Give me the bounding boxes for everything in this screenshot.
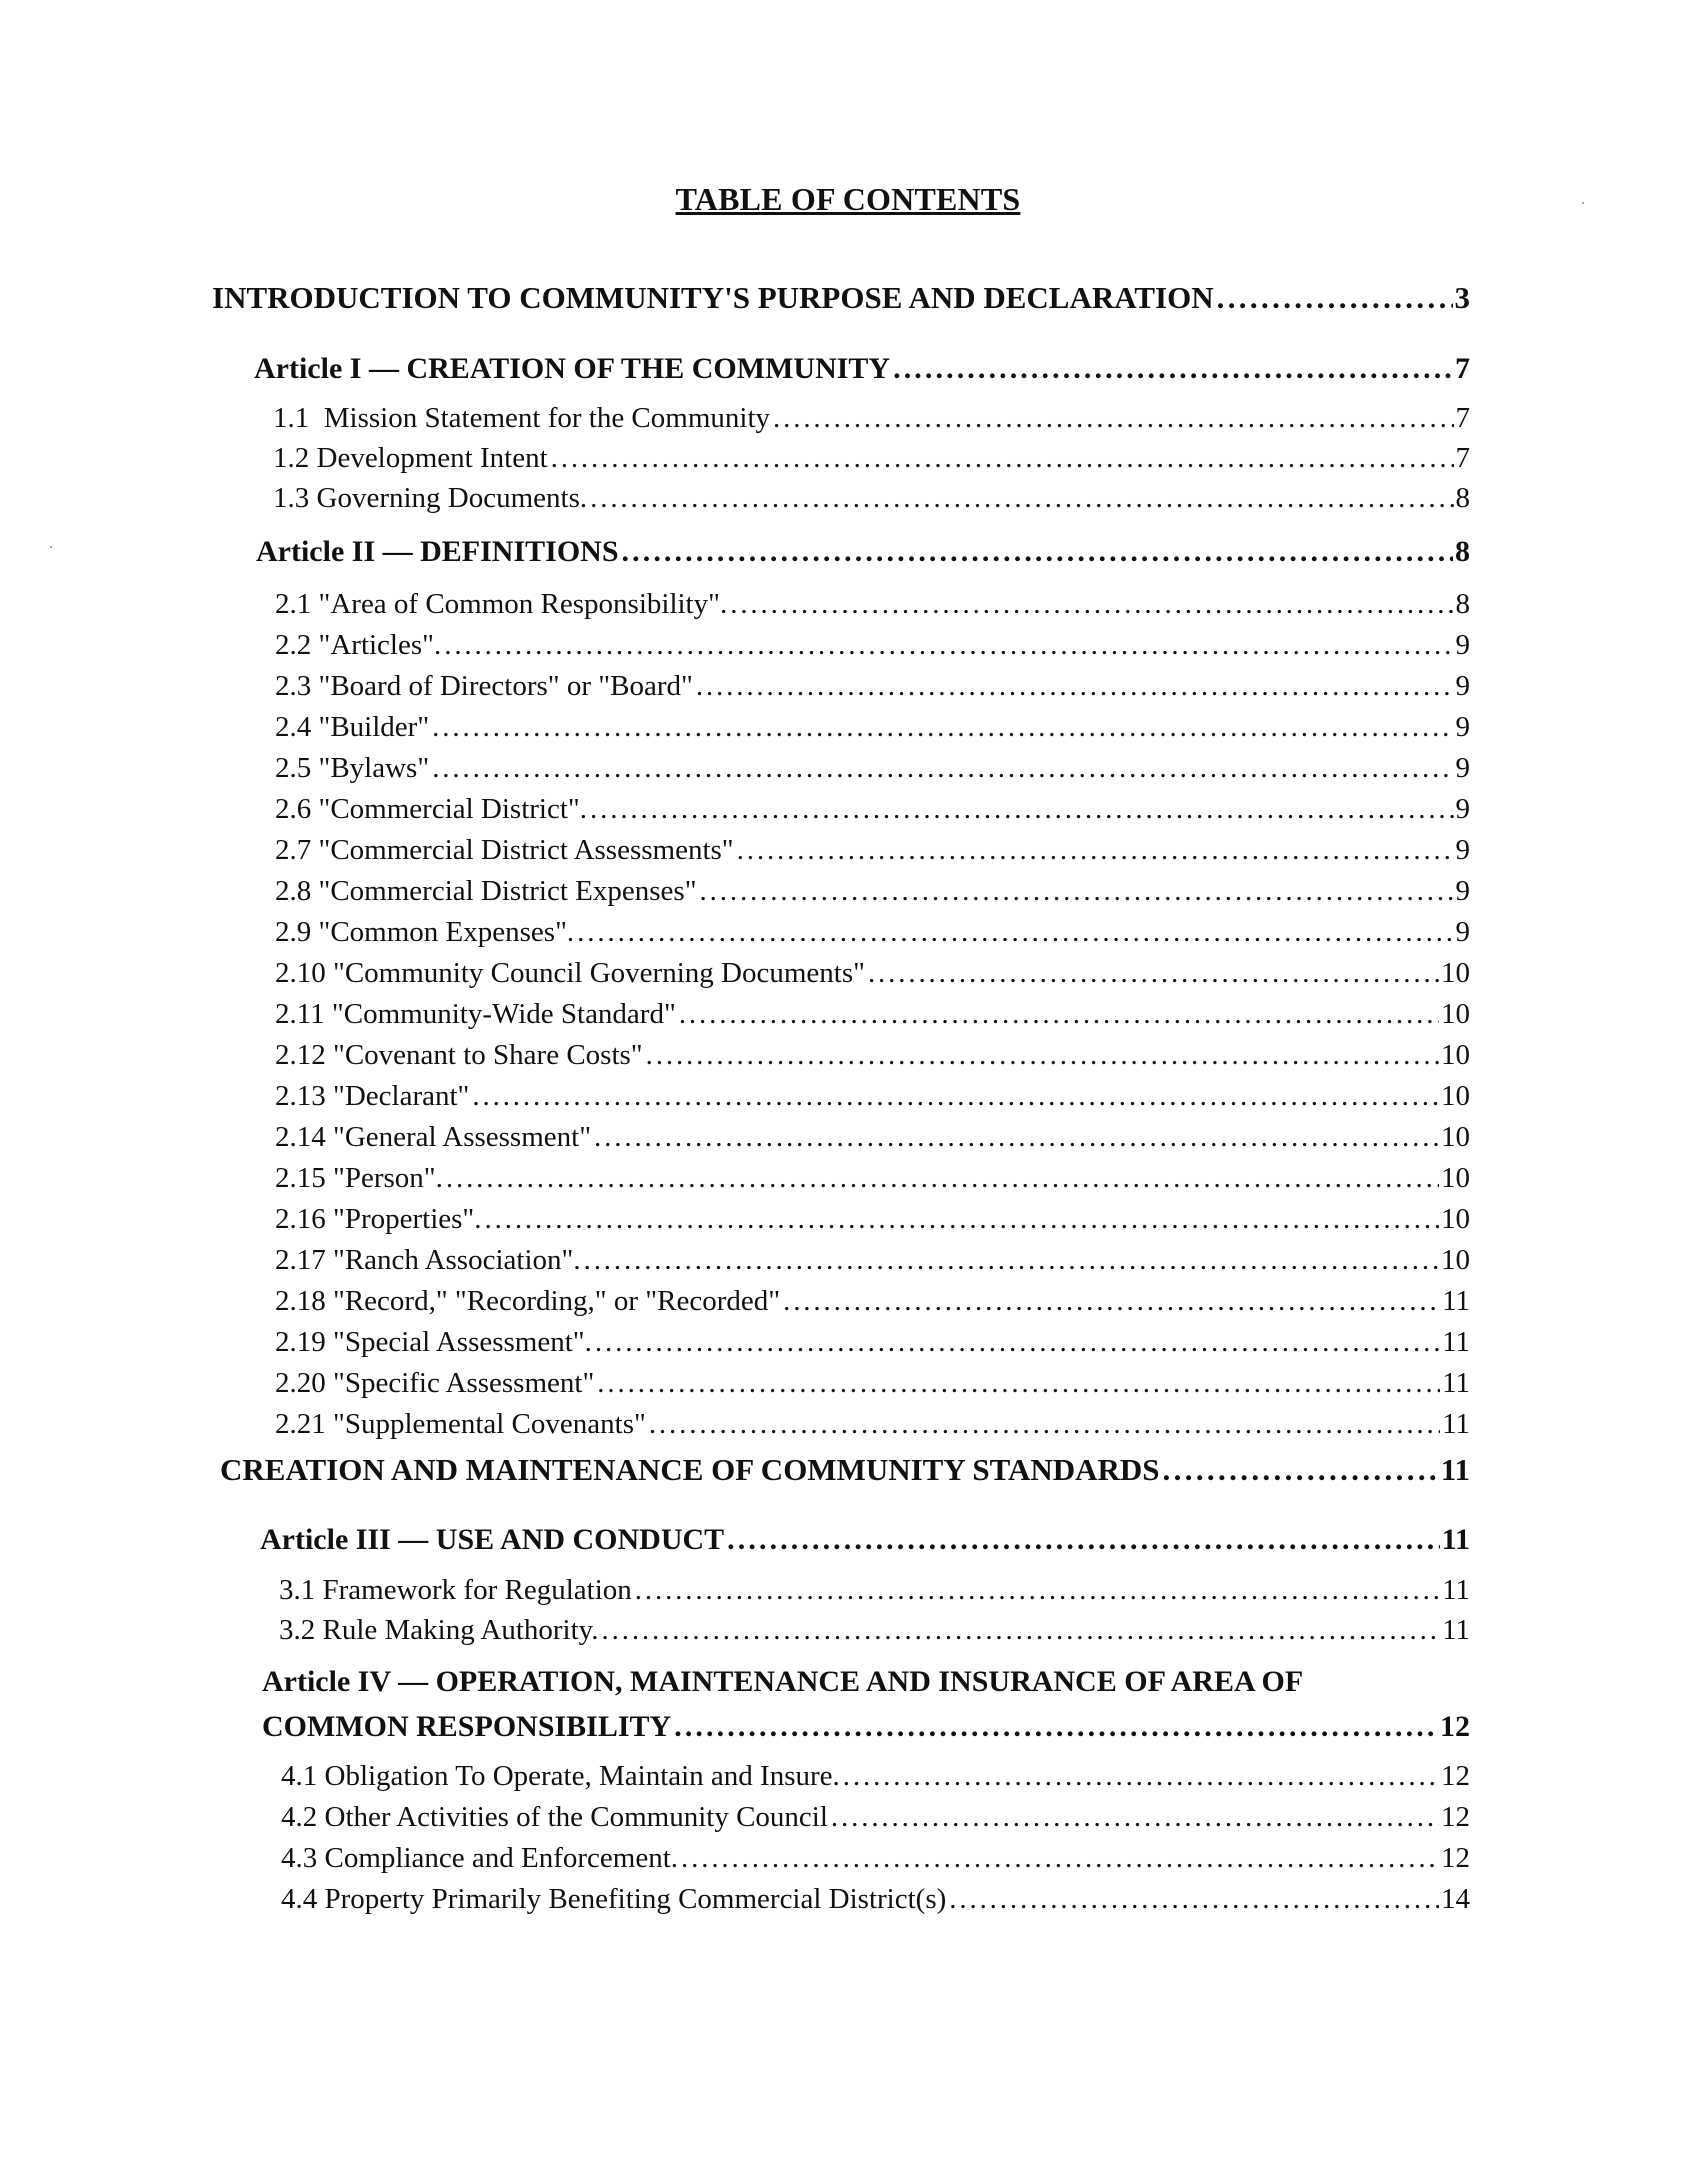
toc-entry[interactable] <box>275 957 1470 990</box>
toc-page-number: 11 <box>1442 1285 1470 1317</box>
toc-page-number: 11 <box>1441 1523 1470 1556</box>
toc-entry-label: 2.8 "Commercial District Expenses" <box>275 875 697 907</box>
toc-page-number: 9 <box>1455 793 1470 825</box>
toc-page-number: 9 <box>1455 916 1470 948</box>
dot-leader <box>622 535 1453 569</box>
toc-page-number: 10 <box>1441 1039 1470 1071</box>
toc-entry[interactable] <box>275 1285 1470 1318</box>
toc-page-number: 7 <box>1455 402 1470 434</box>
toc-entry-label: 4.1 Obligation To Operate, Maintain and Insure. <box>281 1760 840 1792</box>
toc-page-number: 8 <box>1455 482 1470 514</box>
toc-entry-label: 1.1 Mission Statement for the Community <box>273 402 771 434</box>
toc-entry[interactable] <box>281 1883 1470 1916</box>
dot-leader <box>1163 1452 1439 1488</box>
toc-entry-label: 2.15 "Person". <box>275 1162 443 1194</box>
toc-entry[interactable] <box>275 711 1470 744</box>
toc-entry[interactable] <box>275 629 1470 662</box>
toc-entry[interactable] <box>275 752 1470 785</box>
dot-leader <box>843 1760 1439 1793</box>
dot-leader <box>595 1326 1440 1359</box>
toc-article-4-line1[interactable]: Article IV — OPERATION, MAINTENANCE AND INSURANCE OF AREA OF <box>262 1665 1304 1698</box>
toc-entry[interactable] <box>281 1842 1470 1875</box>
toc-entry-label: 3.1 Framework for Regulation <box>279 1574 632 1606</box>
toc-page-number: 11 <box>1442 1367 1470 1399</box>
toc-entry[interactable] <box>275 875 1470 908</box>
toc-entry-label: 2.20 "Specific Assessment" <box>275 1367 595 1399</box>
toc-page-number: 14 <box>1441 1883 1470 1915</box>
toc-entry[interactable] <box>281 1801 1470 1834</box>
scan-speck <box>50 546 52 548</box>
toc-page-number: 10 <box>1441 1203 1470 1235</box>
dot-leader <box>831 1801 1439 1834</box>
dot-leader <box>590 482 1453 515</box>
dot-leader <box>602 1614 1441 1647</box>
dot-leader <box>597 1367 1440 1400</box>
toc-entry-label: 4.4 Property Primarily Benefiting Commercial District(s) <box>281 1883 947 1915</box>
toc-section-label: INTRODUCTION TO COMMUNITY'S PURPOSE AND DECLARATION <box>212 280 1214 315</box>
toc-entry[interactable] <box>275 1244 1470 1277</box>
toc-article-label: Article II — DEFINITIONS <box>256 535 619 568</box>
toc-page-number: 10 <box>1441 957 1470 989</box>
toc-page-number: 12 <box>1441 1760 1470 1792</box>
dot-leader <box>727 1523 1439 1557</box>
toc-page-number: 12 <box>1441 1801 1470 1833</box>
toc-article-label: Article III — USE AND CONDUCT <box>260 1523 725 1556</box>
dot-leader <box>949 1883 1439 1916</box>
toc-entry-label: 3.2 Rule Making Authority. <box>279 1614 599 1646</box>
toc-entry-label: 1.2 Development Intent <box>273 442 548 474</box>
toc-page-number: 10 <box>1441 1162 1470 1194</box>
dot-leader <box>577 916 1453 949</box>
toc-page-number: 7 <box>1455 442 1470 474</box>
toc-page-number: 10 <box>1441 1244 1470 1276</box>
toc-page-number: 9 <box>1455 670 1470 702</box>
toc-page-number: 11 <box>1442 1408 1470 1440</box>
toc-entry-label: 4.3 Compliance and Enforcement. <box>281 1842 679 1874</box>
toc-entry-label: 2.7 "Commercial District Assessments" <box>275 834 734 866</box>
dot-leader <box>737 834 1454 867</box>
toc-entry-label: 2.19 "Special Assessment". <box>275 1326 592 1358</box>
toc-page-number: 11 <box>1440 1452 1470 1487</box>
dot-leader <box>700 875 1454 908</box>
toc-entry-label: 2.13 "Declarant" <box>275 1080 470 1112</box>
dot-leader <box>868 957 1439 990</box>
toc-entry[interactable] <box>275 670 1470 703</box>
dot-leader <box>649 1408 1440 1441</box>
toc-entry-label: 2.3 "Board of Directors" or "Board" <box>275 670 693 702</box>
toc-entry[interactable] <box>275 1121 1470 1154</box>
toc-entry[interactable] <box>273 482 1470 515</box>
toc-entry-label: 2.6 "Commercial District". <box>275 793 588 825</box>
dot-leader <box>446 1162 1439 1195</box>
dot-leader <box>432 752 1453 785</box>
dot-leader <box>1217 280 1453 316</box>
toc-page-number: 10 <box>1441 1080 1470 1112</box>
toc-entry[interactable] <box>279 1614 1470 1647</box>
toc-entry-label: 2.21 "Supplemental Covenants" <box>275 1408 646 1440</box>
dot-leader <box>681 1842 1439 1875</box>
toc-entry-label: 4.2 Other Activities of the Community Council <box>281 1801 828 1833</box>
toc-page-number: 8 <box>1455 535 1470 568</box>
toc-page-number: 7 <box>1455 352 1470 385</box>
dot-leader <box>472 1080 1439 1113</box>
toc-article-3[interactable] <box>260 1523 1470 1557</box>
toc-article-2[interactable] <box>256 535 1470 569</box>
toc-entry[interactable] <box>275 793 1470 826</box>
toc-entry[interactable] <box>273 442 1470 475</box>
toc-entry-label: 2.9 "Common Expenses". <box>275 916 575 948</box>
toc-entry-label: 2.4 "Builder" <box>275 711 430 743</box>
dot-leader <box>444 629 1453 662</box>
toc-article-label: Article I — CREATION OF THE COMMUNITY <box>254 352 891 385</box>
toc-entry[interactable] <box>275 1203 1470 1236</box>
toc-entry[interactable] <box>275 1080 1470 1113</box>
dot-leader <box>679 998 1439 1031</box>
toc-section-community-standards[interactable] <box>220 1452 1470 1488</box>
toc-entry-label: 2.16 "Properties". <box>275 1203 482 1235</box>
toc-entry[interactable] <box>281 1760 1470 1793</box>
toc-page-number: 12 <box>1441 1842 1470 1874</box>
dot-leader <box>432 711 1453 744</box>
toc-entry[interactable] <box>273 402 1470 435</box>
toc-entry-label: 2.14 "General Assessment" <box>275 1121 592 1153</box>
toc-page-number: 8 <box>1455 588 1470 620</box>
dot-leader <box>783 1285 1440 1318</box>
toc-page-number: 11 <box>1442 1614 1470 1646</box>
toc-entry-label: 2.5 "Bylaws" <box>275 752 430 784</box>
toc-page-number: 9 <box>1455 629 1470 661</box>
toc-entry-label: 2.1 "Area of Common Responsibility". <box>275 588 728 620</box>
toc-entry[interactable] <box>275 588 1470 621</box>
toc-entry-label: 2.17 "Ranch Association". <box>275 1244 581 1276</box>
toc-page-number: 9 <box>1455 834 1470 866</box>
toc-page-number: 9 <box>1455 875 1470 907</box>
toc-section-label: CREATION AND MAINTENANCE OF COMMUNITY STANDARDS <box>220 1452 1160 1487</box>
toc-entry[interactable] <box>275 834 1470 867</box>
toc-entry[interactable] <box>275 1326 1470 1359</box>
toc-entry-label: 1.3 Governing Documents. <box>273 482 588 514</box>
toc-page-number: 11 <box>1442 1326 1470 1358</box>
toc-page-number: 12 <box>1440 1710 1470 1743</box>
toc-page-number: 9 <box>1455 711 1470 743</box>
toc-entry[interactable] <box>275 1367 1470 1400</box>
toc-entry[interactable] <box>275 1408 1470 1441</box>
dot-leader <box>696 670 1454 703</box>
dot-leader <box>485 1203 1439 1236</box>
dot-leader <box>594 1121 1439 1154</box>
toc-entry[interactable] <box>275 998 1470 1031</box>
toc-page-number: 10 <box>1441 1121 1470 1153</box>
toc-article-label: COMMON RESPONSIBILITY <box>262 1710 672 1743</box>
toc-entry-label: 2.10 "Community Council Governing Documents" <box>275 957 865 989</box>
dot-leader <box>730 588 1453 621</box>
dot-leader <box>584 1244 1439 1277</box>
toc-entry[interactable] <box>275 1039 1470 1072</box>
toc-entry-label: 2.12 "Covenant to Share Costs" <box>275 1039 643 1071</box>
toc-entry-label: 2.2 "Articles". <box>275 629 442 661</box>
toc-entry[interactable] <box>279 1574 1470 1607</box>
toc-entry[interactable] <box>275 1162 1470 1195</box>
scan-speck <box>1582 202 1584 204</box>
toc-page-number: 9 <box>1455 752 1470 784</box>
dot-leader <box>635 1574 1440 1607</box>
toc-title: TABLE OF CONTENTS <box>675 181 1021 217</box>
toc-section-introduction[interactable] <box>212 280 1470 316</box>
dot-leader <box>773 402 1453 435</box>
dot-leader <box>590 793 1453 826</box>
toc-page-number: 11 <box>1442 1574 1470 1606</box>
dot-leader <box>551 442 1454 475</box>
dot-leader <box>893 352 1453 386</box>
dot-leader <box>646 1039 1439 1072</box>
toc-page-number: 10 <box>1441 998 1470 1030</box>
toc-entry-label: 2.18 "Record," "Recording," or "Recorded" <box>275 1285 781 1317</box>
toc-page-number: 3 <box>1454 280 1470 315</box>
toc-entry-label: 2.11 "Community-Wide Standard" <box>275 998 676 1030</box>
toc-entry[interactable] <box>275 916 1470 949</box>
toc-article-4[interactable] <box>262 1710 1470 1744</box>
dot-leader <box>674 1710 1438 1744</box>
toc-article-1[interactable] <box>254 352 1470 386</box>
